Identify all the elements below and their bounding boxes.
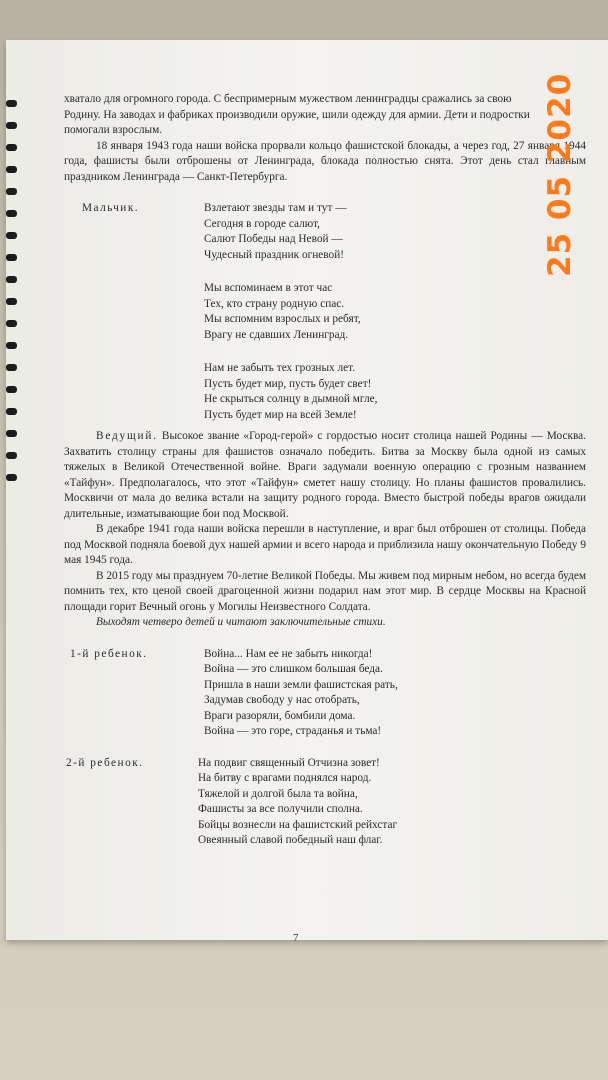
child2-poem [64,756,586,849]
verse-line: Чудесный праздник огневой! [204,248,345,261]
paragraph-1941: В декабре 1941 года наши войска перешли в наступление, и враг был отброшен от столицы. Победа под Москвой подняла боевой дух нашей армии и всего народа и приблизила нашу окончательную Победу 9 мая 1945 года. [64,523,586,566]
stanza [204,201,586,263]
host-paragraph [64,429,586,522]
child1-poem [64,647,586,740]
stage-direction: Выходят четверо детей и читают заключительные стихи. [96,616,386,628]
intro-paragraph [64,92,586,139]
verse-line: Война... Нам ее не забыть никогда! [204,647,373,660]
page-number: 7 [293,932,299,944]
role-boy: Мальчик. [82,202,140,214]
verse-line: Пусть будет мир на всей Земле! [204,408,357,421]
verse-line: Пришла в наши земли фашистская рать, [204,678,398,691]
verse-line: Мы вспомним взрослых и ребят, [204,313,361,325]
verse-line: Не скрыться солнцу в дымной мгле, [204,393,378,405]
verse-line: Тех, кто страну родную спас. [204,297,345,310]
date-stamp [536,72,580,282]
document-page [6,40,608,944]
verse-line: Мы вспоминаем в этот час [204,282,333,294]
paragraph-2015: В 2015 году мы празднуем 70-летие Великой Победы. Мы живем под мирным небом, но всегда будем помнить тех, кто ценой своей драгоценной жизни подарил нам этот мир. В сердце Москвы на Красной площади горит Вечный огонь у Могилы Неизвестного Солдата. [64,569,586,613]
verse-line: Задумав свободу у нас отобрать, [204,694,360,706]
role-child-2: 2-й ребенок. [66,756,144,769]
verse-line: Овеянный славой победный наш флаг. [198,834,383,846]
stanza [204,361,586,423]
verse-line: Взлетают звезды там и тут — [204,202,347,214]
intro-line: помогали взрослым. [64,124,163,136]
verse-line: Салют Победы над Невой — [204,233,343,245]
host-text: Высокое звание «Город-герой» с гордостью носит столица нашей Родины — Москва. Захватить столицу страны для фашистов означало победить. Битва за Москву была одной из самых тяжелых в Великой Отечественной войне. Враги задумали военную операцию с грозным названием «Тайфун». Предполагалось, что этот «Тайфун» сметет нашу столицу. Но планы фашистов провалились. Москвичи от мала до велика встали на защиту родного города. Вместо быстрой победы врагов ожидали длительные, изматывающие бои под Москвой. [64,430,586,520]
verse-line: Пусть будет мир, пусть будет свет! [204,377,372,390]
verse-line: На битву с врагами поднялся народ. [198,772,372,784]
paragraph-1943: 18 января 1943 года наши войска прорвали кольцо фашистской блокады, а через год, 27 января 1944 года, фашисты были отброшены от Ленинграда, блокада полностью снята. Этот день стал главным праздником Ленинграда — Санкт-Петербурга. [64,139,586,183]
verse-line: На подвиг священный Отчизна зовет! [198,756,380,769]
verse-line: Бойцы вознесли на фашистский рейхстаг [198,818,398,831]
spiral-binding [6,100,18,500]
stanza [204,281,586,343]
role-child-1: 1-й ребенок. [70,647,148,660]
verse-line: Нам не забыть тех грозных лет. [204,362,356,374]
stanza [204,647,586,740]
verse-line: Тяжелой и долгой была та война, [198,787,358,800]
page-content [64,92,586,849]
verse-line: Враги разоряли, бомбили дома. [204,709,356,722]
date-stamp-text: 25 05 2020 [542,72,578,277]
speaker-host: Ведущий. [96,430,158,442]
stanza [198,756,586,849]
boy-poem [64,201,586,423]
verse-line: Война — это горе, страданья и тьма! [204,725,382,737]
verse-line: Война — это слишком большая беда. [204,663,383,675]
verse-line: Сегодня в городе салют, [204,217,320,230]
intro-line: хватало для огромного города. С беспримерным мужеством ленинградцы сражались за свою [64,93,512,105]
intro-line: Родину. На заводах и фабриках производили оружие, шили одежду для армии. Дети и подростки [64,108,530,121]
verse-line: Фашисты за все получили сполна. [198,803,363,815]
verse-line: Врагу не сдавших Ленинград. [204,328,349,341]
